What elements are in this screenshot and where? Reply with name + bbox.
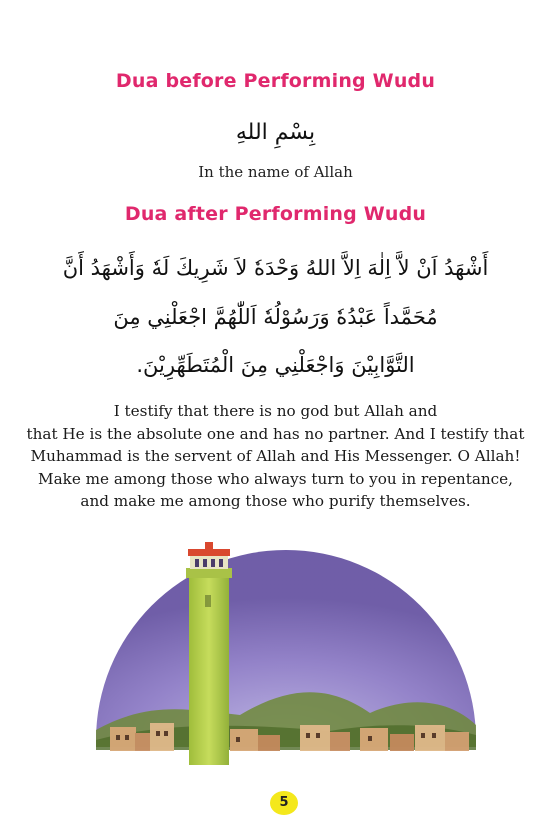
arabic-line-1: أَشْهَدُ اَنْ لاَّ اِلٰهَ اِلاَّ اللهُ وَحْدَهٗ لاَ شَرِيكَ لَهٗ وَأَشْهَدُ أَنَّ [62,256,489,280]
translation-line-2: that He is the absolute one and has no partner. And I testify that [26,424,525,443]
dua-translation [18,400,533,513]
translation-line-4: Make me among those who always turn to you in repentance, [38,469,513,488]
heading-after-wudu: Dua after Performing Wudu [124,203,427,225]
heading-before-wudu: Dua before Performing Wudu [115,70,436,92]
arabic-bismillah: بِسْمِ اللهِ [235,120,316,145]
translation-line-5: and make me among those who purify themselves. [80,492,471,510]
page-number-badge: 5 [270,791,298,815]
bismillah-translation: In the name of Allah [198,163,353,181]
translation-line-1: I testify that there is no god but Allah and [113,402,438,420]
arabic-line-2: مُحَمَّداً عَبْدُهٗ وَرَسُوْلُهٗ اَللّٰهُمَّ اجْعَلْنِي مِنَ [113,305,438,329]
arabic-line-3: التَّوَّابِيْنَ وَاجْعَلْنِي مِنَ الْمُتَطَهِّرِيْنَ. [136,353,415,377]
translation-line-3: Muhammad is the servent of Allah and His Messenger. O Allah! [30,447,521,465]
mosque-minaret-illustration [0,535,551,775]
minaret [186,542,232,765]
